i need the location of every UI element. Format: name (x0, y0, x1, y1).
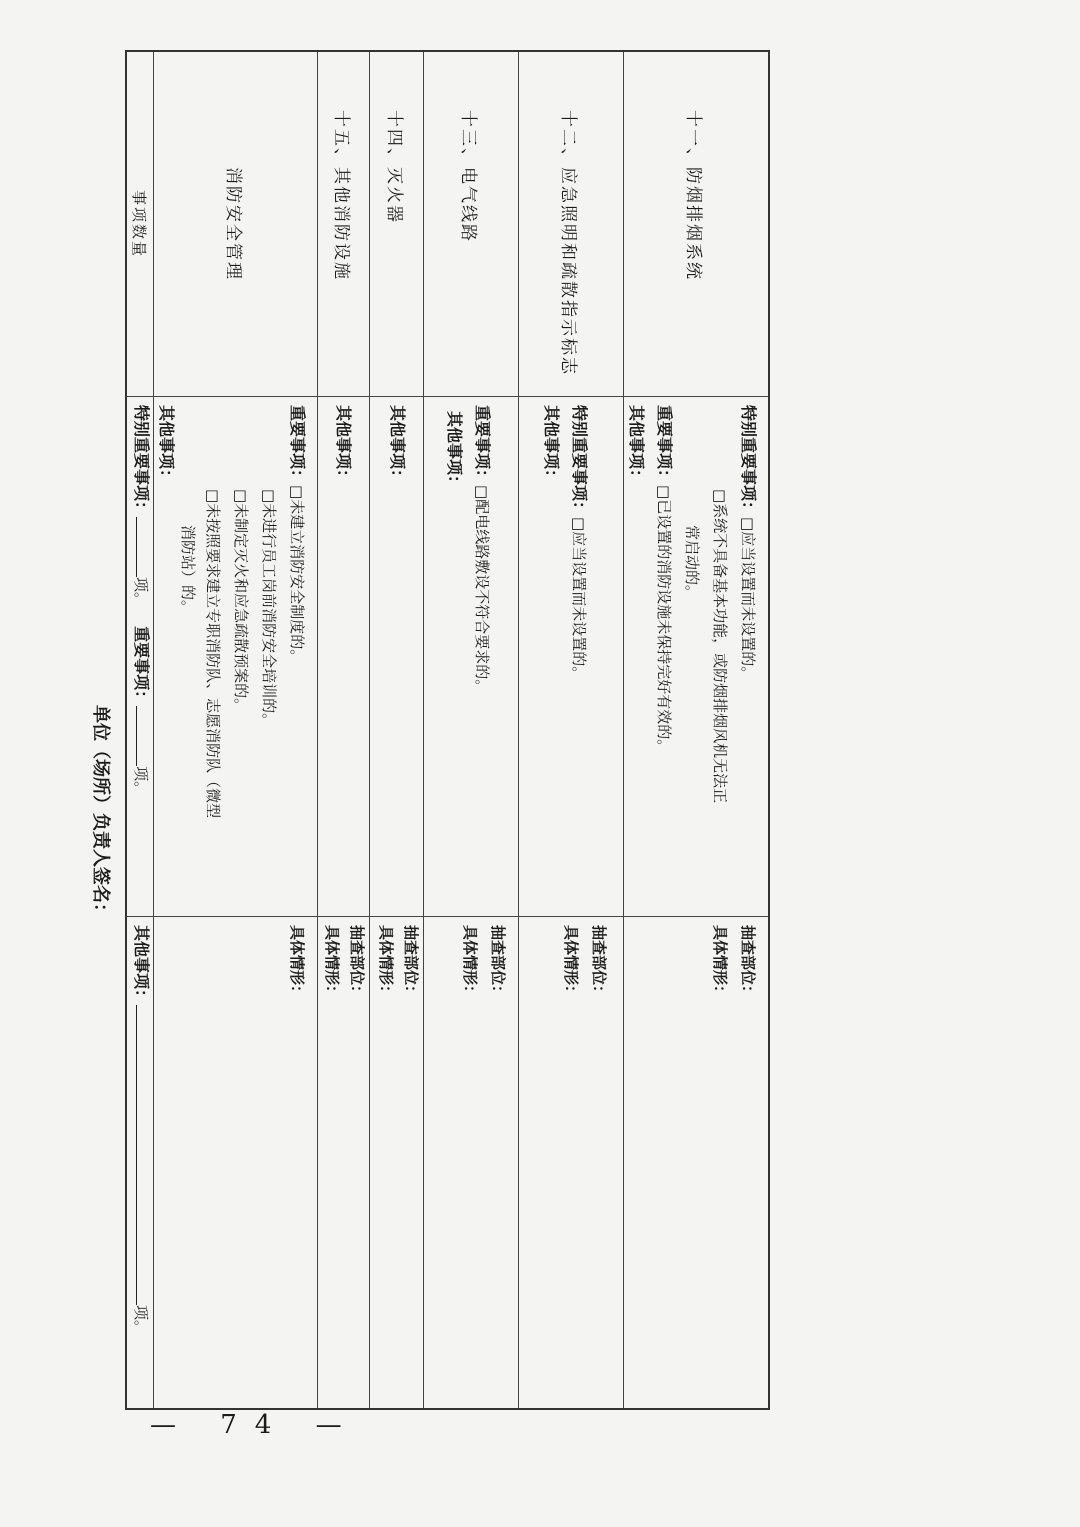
inspect-detail-label: 具体情形： (377, 925, 395, 1001)
item-line: □未进行员工岗前消防安全培训的。 (260, 489, 278, 729)
category-label: 十三、电气线路 (458, 110, 479, 243)
item-line: □未制定灭火和应急疏散预案的。 (232, 489, 250, 714)
table-row (369, 52, 423, 1408)
rotated-form (90, 50, 770, 1410)
table-row (423, 52, 518, 1408)
inspect-cell (154, 917, 317, 1408)
category-label: 十五、其他消防设施 (331, 110, 351, 281)
category-cell (318, 52, 369, 397)
category-label: 事项数量 (130, 189, 149, 258)
category-cell (624, 52, 768, 397)
inspect-detail-label: 具体情形： (562, 925, 580, 1001)
table-row (317, 52, 369, 1408)
signature-label: 单位（场所）负责人签名： (90, 705, 111, 921)
item-line: 消防站）的。 (179, 525, 197, 616)
inspect-cell (370, 917, 423, 1408)
items-cell (154, 397, 317, 917)
blank-field[interactable] (136, 706, 137, 766)
inspect-cell (624, 917, 768, 1408)
inspect-location-label: 抽查部位： (348, 925, 366, 1001)
item-line: 其他事项： (388, 405, 407, 486)
inspect-location-label: 抽查部位： (402, 925, 420, 1001)
category-label: 十一、防烟排烟系统 (683, 110, 704, 281)
table-row (127, 52, 153, 1408)
category-label: 十四、灭火器 (384, 110, 404, 224)
inspect-cell (519, 917, 623, 1408)
inspect-detail-label: 具体情形： (711, 925, 729, 1001)
items-cell (519, 397, 623, 917)
items-cell (424, 397, 518, 917)
item-line: 重要事项：□已设置的消防设施未保持完好有效的。 (655, 405, 674, 755)
item-line: 其他事项： (445, 411, 464, 492)
item-line: □系统不具备基本功能，或防烟排烟风机无法正 (711, 489, 729, 804)
item-line: 其他事项： (334, 405, 353, 486)
blank-field[interactable] (136, 517, 137, 577)
items-cell (370, 397, 423, 917)
item-line: 其他事项： (627, 405, 646, 486)
inspect-location-label: 抽查部位： (739, 925, 757, 1001)
inspect-location-label: 抽查部位： (489, 925, 507, 1001)
inspect-cell (424, 917, 518, 1408)
table-row (623, 52, 768, 1408)
category-cell (127, 52, 153, 397)
item-line: 重要事项：□配电线路敷设不符合要求的。 (473, 405, 492, 695)
item-line: 特别重要事项：□应当设置而未设置的。 (570, 405, 589, 682)
page-number: — 74 — (150, 1410, 360, 1440)
item-line: 常启动的。 (683, 525, 701, 601)
inspection-table (125, 50, 770, 1410)
inspect-location-label: 抽查部位： (590, 925, 608, 1001)
category-cell (370, 52, 423, 397)
count-cell (127, 397, 153, 917)
item-line: □未按照要求建立专职消防队、志愿消防队（微型 (204, 489, 222, 819)
inspect-detail-label: 具体情形： (461, 925, 479, 1001)
blank-field[interactable] (136, 1005, 137, 1305)
items-cell (318, 397, 369, 917)
items-cell (624, 397, 768, 917)
category-cell (519, 52, 623, 397)
inspect-cell (318, 917, 369, 1408)
item-line: 其他事项： (542, 405, 561, 486)
inspect-detail-label: 具体情形： (323, 925, 341, 1001)
table-row (153, 52, 317, 1408)
item-line: 特别重要事项：□应当设置而未设置的。 (739, 405, 758, 682)
category-cell (424, 52, 518, 397)
item-line: 其他事项： (157, 405, 176, 486)
inspect-detail-label: 具体情形： (288, 925, 306, 1001)
item-line: 重要事项：□未建立消防安全制度的。 (288, 405, 307, 665)
category-label: 十二、应急照明和疏散指示标志 (558, 110, 579, 376)
category-label: 消防安全管理 (223, 167, 243, 281)
category-cell (154, 52, 317, 397)
table-row (518, 52, 623, 1408)
count-line: 特别重要事项：项。 重要事项：项。 (132, 405, 151, 797)
count-line: 其他事项：项。 (132, 925, 151, 1336)
signature-area (65, 50, 125, 1410)
count-cell (127, 917, 153, 1408)
